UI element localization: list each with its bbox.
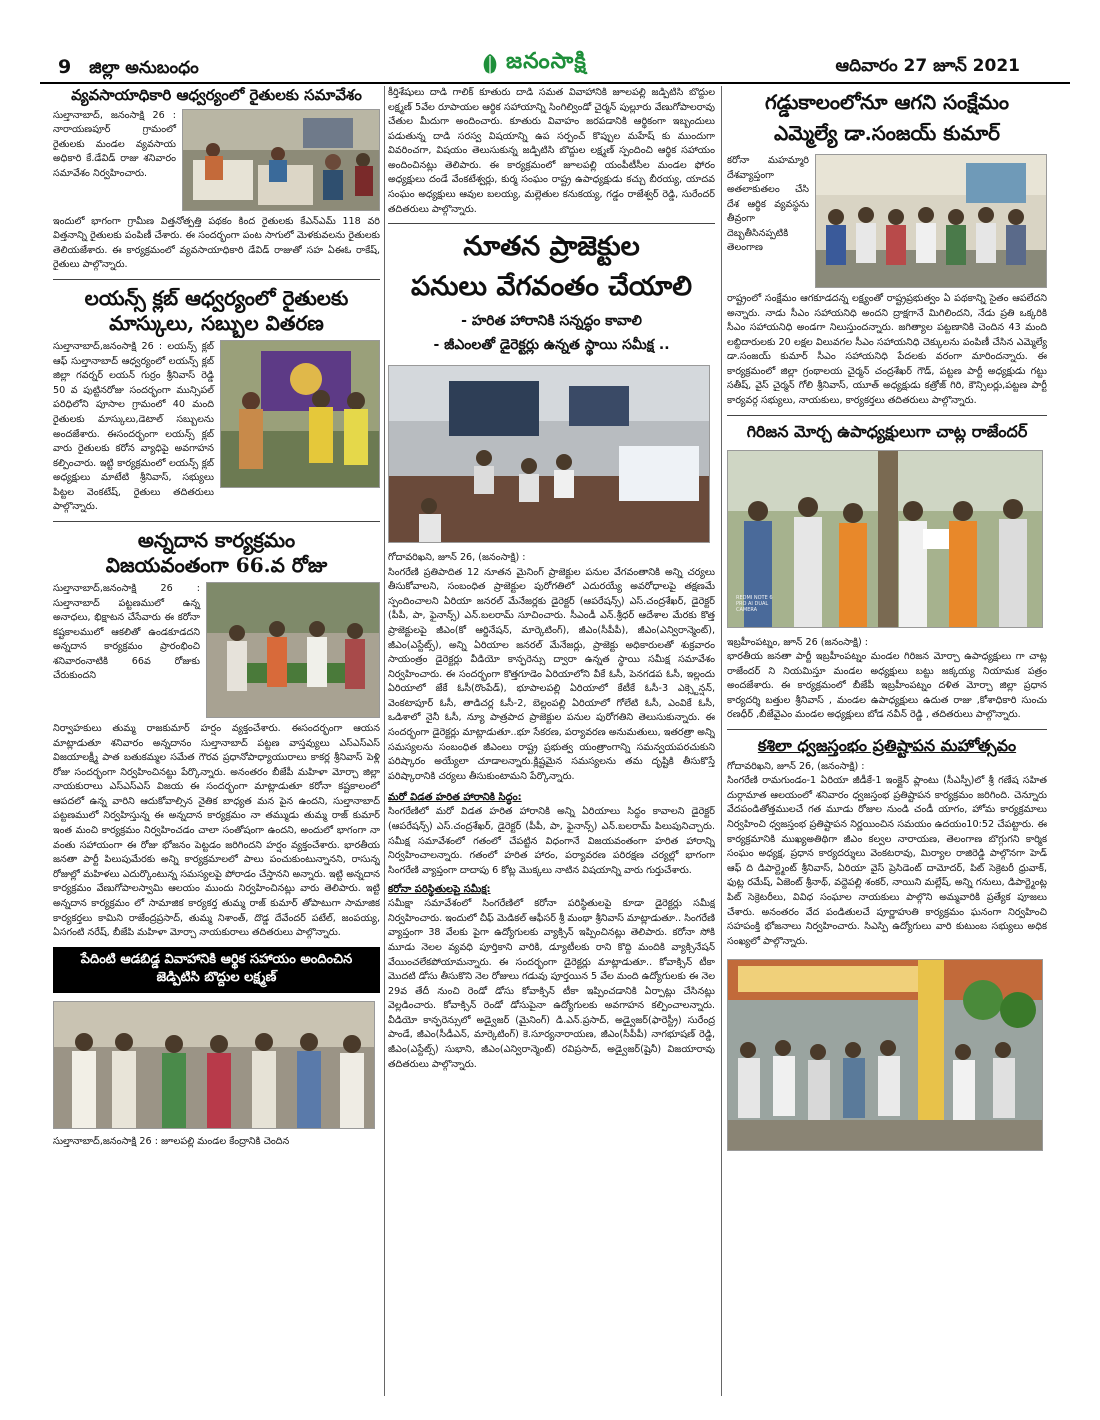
photo-illustration <box>728 960 1043 1151</box>
divider <box>727 729 1047 730</box>
article-body: ఇందులో భాగంగా గ్రామీణ విత్తనోత్పత్తి పథకం కింద రైతులకు కేఎన్ఎమ్ 118 వరి విత్తనాన్ని రైతులకు పంపిణీ చేశారు. ఈ సందర్భంగా పంట సాగులో మెళకువలను రైతులకు తెలియజేశారు. ఈ కార్యక్రమంలో వ్యవసాయాధికారి డేవిడ్ రాజుతో సహ ఏఈఓ రాకేష్, రైతులు పాల్గొన్నారు. <box>53 215 380 271</box>
video-conference-photo <box>388 365 710 543</box>
article-headline: గిరిజన మోర్చ ఉపాధ్యక్షులుగా చాట్ల రాజేందర్ <box>746 421 1028 441</box>
food-distribution-photo <box>206 582 380 718</box>
article-body: సింగరేణి రామగుండం-1 ఏరియా జీడీకే-1 ఇంక్లైన్ ప్లాంటు (సీఎస్పీ)లో శ్రీ గణేష సహిత దుర్గామాత ఆలయంలో శనివారం ధ్వజస్తంభ ప్రతిష్టాపన కార్యక్రమం జరిగింది. చెన్నూరు వేదపండితోత్తములచే గత మూడు రోజుల నుండి చండీ యాగం, హోమ కార్యక్రమాలు నిర్వహించి ధ్వజస్తంభ ప్రతిష్టాపన నిర్ణయించిన సమయం ఉదయం10:52 చేపట్టారు. ఈ కార్యక్రమానికి ముఖ్యఅతిథిగా జీఎం కల్వల నారాయణ, తెలంగాణ బొగ్గుగని కార్మిక సంఘం అధ్యక్ష, ప్రధాన కార్యదర్శులు వెంకటరావు, మిర్యాల రాజిరెడ్డి పాల్గొనగా హెడ్ ఆఫ్ ది డిపార్ట్మెంట్ శ్రీనివాస్, ఏరియా వైస్ ప్రెసిడెంట్ దామోదర్, పిట్ సెక్రెటరీ ధ్రువాక్, ఫుట్ల రమేష్, ఏజెంట్ శ్రీనాథ్, వద్దెపల్లి శంకర్, నాయిని మల్లేష్, అన్ని గనులు, డిపార్ట్మెంట్ల పిట్ సెక్రెటరీలు, వివిధ సంఘాల నాయకులు పాల్గొని అమ్మవారికి ప్రత్యేక పూజలు చేశారు. అనంతరం వేద పండితులచే పూర్ణాహుతి కార్యక్రమం ఘనంగా నిర్వహించి సహపంక్తి భోజనాలు నిర్వహించారు. సిఎస్పి ఉద్యోగులు వారి కుటుంబ సభ్యులు అధిక సంఖ్యలో పాల్గొన్నారు. <box>727 775 1047 947</box>
article-headline: లయన్స్ క్లబ్ ఆధ్వర్యంలో రైతులకు <box>84 286 349 311</box>
photo-illustration <box>816 155 1047 288</box>
article-body: నిర్వాహకులు తుమ్మ రాజకుమార్ హర్షం వ్యక్తంచేశారు. ఈసందర్భంగా ఆయన మాట్లాడుతూ శనివారం అన్నదానం సుల్తానాబాద్ పట్టణ వాస్తవ్యులు ఎస్ఎస్ఎస్ విజయాలక్ష్మీ పాత బతుకమ్మల సమేత గౌరవ ప్రధానోపాధ్యాయురాలు కాకర్ల శ్రీనివాస్ పెళ్లి రోజు సందర్భంగా నిర్వహించినట్టు పేర్కొన్నారు. అనంతరం బీజేపీ మహిళా మోర్చా జిల్లా నాయకురాలు ఎస్ఎస్ఎస్ విజయ ఈ సందర్భంగా మాట్లాడుతూ కరోనా కష్టకాలంలో ఆపదలో ఉన్న వారిని ఆదుకోవాల్సిన నైతిక బాధ్యత మన పైన ఉందని, సుల్తానాబాద్ పట్టణములో నిర్వహిస్తున్న ఈ అన్నదాన కార్యక్రమం నా తమ్ముడు తుమ్మ రాజ్ కుమార్ ఇంత మంచి కార్యక్రమం నిర్వహించడం చాలా సంతోషంగా ఉందని, అందులో భాగంగా నా వంతు సహాయంగా ఈ రోజు భోజనం పెట్టడం జరిగిందని హర్షం వ్యక్తంచేశారు. భారతీయ జనతా పార్టీ పిలుపుమేరకు అన్ని కార్యక్రమాలలో పాలు పంచుకుంటున్నానని, రాసున్న రోజుల్లో మహిళలు ఎదుర్కొంటున్న సమస్యలపై పోరాడం చేస్తానని అన్నారు. ఇట్టి అన్నదాన కార్యక్రమం వేణుగోపాలస్వామి ఆలయం ముందు నిర్వహించినట్లు వారు తెలిపారు. ఇట్టి అన్నదాన కార్యక్రమం లో సామాజిక కార్యకర్త తుమ్మ రాజ్ కుమార్ తోపాటుగా సామాజిక కార్యకర్తలు కామిని రాజేంద్రప్రసాద్, తుమ్మ నిశాంత్, దొడ్డ దేవేందర్ పటేల్, జంపయ్య, ఏసగంటి నరేష్, బీజేపి మహిళా మోర్చా నాయకురాలు తదితరులు పాల్గొన్నారు. <box>53 723 380 939</box>
main-subheadline: - హరిత హారానికి సన్నద్ధం కావాలి <box>461 312 642 329</box>
article-headline-band: పేదింటి ఆడబిడ్డ వివాహానికి ఆర్థిక సహాయం అందించిన జెడ్పిటిసి బొద్దుల లక్ష్మణ్ <box>53 947 380 993</box>
article-headline: కశిలా ధ్వజస్తంభం ప్రతిష్టాపన మహోత్సవం <box>757 735 1017 755</box>
photo-illustration <box>183 110 380 211</box>
article-dateline: సుల్తానాబాద్,జనంసాక్షి 26 : జూలపల్లి మండల కేంద్రానికి చెందిన <box>53 1135 290 1147</box>
photo-illustration <box>221 341 380 488</box>
photo-illustration <box>389 366 710 543</box>
column-divider <box>721 86 722 1396</box>
leaf-icon <box>480 52 500 76</box>
article-headline: వ్యవసాయాధికారి ఆధ్వర్యంలో రైతులకు సమావేశం <box>71 86 362 104</box>
article-body: రాష్ట్రంలో సంక్షేమం ఆగకూడదన్న లక్ష్యంతో రాష్ట్రప్రభుత్వం ఏ పథకాన్ని సైతం ఆపలేదని అన్నారు. నాడు సీఎం సహాయనిధి అందని ద్రాక్షగానే మిగిలిందని, నేడు ప్రతి ఒక్కరికి సీఎం సహాయనిధి అండగా నిలుస్తుందన్నారు. జగిత్యాల పట్టణానికి చెందిన 43 మంది లబ్దిదారులకు 20 లక్షల విలువగల సీఎం సహాయనిధి చెక్కులను పంపిణీ చేసిన ఎమ్మెల్యే డా.సంజయ్ కుమార్ సీఎం సహాయనిధి పేదలకు వరంగా మారిందన్నారు. ఈ కార్యక్రమంలో జిల్లా గ్రంథాలయ చైర్మన్ చంద్రశేఖర్ గౌడ్, పట్టణ పార్టీ అధ్యక్షుడు గట్టు సతీష్, వైస్ చైర్మన్ గోలి శ్రీనివాస్, యూత్ అధ్యక్షుడు కత్రోజ్ గిరి, కౌన్సిలర్లు,పట్టణ పార్టీ కార్యవర్గ సభ్యులు, నాయకులు, కార్యకర్తలు తదితరులు పాల్గొన్నారు. <box>727 293 1047 407</box>
divider <box>53 279 380 280</box>
article-body: సమీక్షా సమావేశంలో సింగరేణిలో కరోనా పరిస్థితులపై కూడా డైరెక్టర్లు సమీక్ష నిర్వహించారు. ఇందులో చీఫ్ మెడికల్ ఆఫీసర్ శ్రీ మంథా శ్రీనివాస్ మాట్లాడుతూ.. సింగరేణి వ్యాప్తంగా 38 వేలకు పైగా ఉద్యోగులకు వ్యాక్సిన్ ఇప్పించినట్లు తెలిపారు. కరోనా సోకి మూడు నెలల వ్యవధి పూర్తికాని వారికి, డ్యూటీలకు రాని కొద్ది మందికి వ్యాక్సినేషన్ వేయించలేకపోయామన్నారు. ఈ సందర్భంగా డైరెక్టర్లు మాట్లాడుతూ.. కోవాక్సిన్ టీకా మొదటి డోసు తీసుకొని నెల రోజులు గడువు పూర్తయిన 5 వేల మంది ఉద్యోగులకు ఈ నెల 29వ తేదీ నుంచి రెండో డోసు కోవాక్సిన్ టీకా ఇప్పించడానికి ఏర్పాట్లు చేసినట్లు వెల్లడించారు. కోవాక్సిన్ రెండో డోసుపైనా ఉద్యోగులకు అవగాహన కల్పించాలన్నారు. వీడియో కాన్ఫరెన్సులో అడ్వైజర్ (మైనింగ్) డి.ఎన్.ప్రసాద్, అడ్వైజర్(ఫారెస్ట్రీ) సురేంద్ర పాండే, జీఎం(సీడీఎన్, మార్కెటింగ్) కె.సూర్యనారాయణ, జీఎం(సీపీపీ) నాగభూషణ్ రెడ్డి, జీఎం(ఎస్టేట్స్) సుభాని, జీఎం(ఎన్విరాన్మెంట్) రవిప్రసాద్, అడ్వైజర్(షైనీ) విజయారావు తదితరులు పాల్గొన్నారు. <box>388 898 715 1070</box>
column-center <box>388 86 715 1398</box>
photo-illustration <box>54 1002 375 1129</box>
lions-club-photo <box>220 340 380 488</box>
masthead-rule <box>40 82 1070 84</box>
brand-name: జనంసాక్షి <box>506 49 587 74</box>
section-title: జిల్లా అనుబంధం <box>89 58 199 78</box>
main-headline: పనులు వేగవంతం చేయాలి <box>411 270 692 302</box>
issue-date: ఆదివారం 27 జూన్ 2021 <box>835 56 1020 76</box>
article-dateline: ఇబ్రహీంపట్నం, జూన్ 26 (జనంసాక్షి) : <box>727 636 868 648</box>
article-dateline: గోదావరిఖని, జూన్ 26, (జనంసాక్షి) : <box>388 552 526 564</box>
article-body: భారతీయ జనతా పార్టీ ఇబ్రహీంపట్నం మండల గిరిజన మోర్చా ఉపాధ్యక్షులు గా చాట్ల రాజేందర్ ని నియమిస్తూ మండల అధ్యక్షులు బట్టు జక్కయ్య నియామక పత్రం అందజేశారు. ఈ కార్యక్రమంలో బీజేపీ ఇబ్రహీంపట్నం దళిత మోర్చా జిల్లా ప్రధాన కార్యదర్శి బత్తుల శ్రీనివాస్ , మండల ఉపాధ్యక్షులు ఉదుత రాజు ,కోశాధికారి సుంచు రణధీర్ ,బీజేవైఎం మండల అధ్యక్షులు బోడ నవీన్ రెడ్డి , తదితరులు పాల్గొన్నారు. <box>727 651 1047 721</box>
masthead <box>40 46 1070 82</box>
section-subhead: కరోనా పరిస్థితులపై సమీక్ష: <box>388 884 491 896</box>
article-body: సుల్తానాబాద్,జనంసాక్షి 26 : సుల్తానాబాద్ పట్టణములో ఉన్న అనాధలు, భిక్షాటన చేసేవారు ఈ కరోనా కష్టకాలములో ఆకలితో ఉండకూడదని అన్నదాన కార్యక్రమం ప్రారంభించి శనివారంనాటికి 66వ రోజుకు చేరుకుందని <box>53 583 200 682</box>
article-dateline: గోదావరిఖని, జూన్ 26, (జనంసాక్షి) : <box>727 760 865 772</box>
column-right <box>727 86 1047 1398</box>
article-body: కీర్తిశేషులు దాడి గాలిక్ కూతురు దాడి సమత వివాహానికి జూలపల్లి జడ్పిటిసి బొద్దుల లక్ష్మణ్ 5వేల రూపాయల ఆర్థిక సహాయాన్ని సింగిల్విండో చైర్మన్ పుల్లూరు వేణుగోపాలరావు చేతుల మీదుగా అందించారు. కూతురు వివాహం జరపడానికి ఆర్థికంగా ఇబ్బందులు పడుతున్న దాడి సరస్వ విషయాన్ని ఉప సర్పంచ్ కొప్పుల మహేష్ కు ముందుగా వివరించగా, విషయం తెలుసుకున్న జడ్పిటిసి బొద్దుల లక్ష్మణ్ స్పందించి ఆర్థిక సహాయం అందించినట్లు తెలిపారు. ఈ కార్యక్రమంలో జూలపల్లి యంపీటీసీల మండల ఫోరం అధ్యక్షులు దండే వేంకటేశ్వర్లు, కుర్మ సంఘం రాష్ట్ర ఉపాధ్యక్షుడు కచ్చు బీరయ్య, యాదవ సంఘం అధ్యక్షులు ఆవుల బలయ్య, మల్లెతుల కనుకయ్య, గడ్డం రాజేశ్వర్ రెడ్డి, సురేందర్ తదితరులు పాల్గొన్నారు. <box>388 87 715 215</box>
article-dateline: సుల్తానాబాద్, జనంసాక్షి 26 : నారాయణపూర్ గ్రామంలో రైతులకు మండల వ్యవసాయ అధికారి కే.డేవిడ్ రాజు శనివారం సమావేశం నిర్వహించారు. <box>53 109 176 180</box>
photo-caption: REDMI NOTE 6 PRO AI DUAL CAMERA <box>736 594 773 613</box>
divider <box>727 415 1047 416</box>
temple-event-photo <box>727 959 1043 1151</box>
divider <box>53 521 380 522</box>
photo-illustration <box>207 583 380 718</box>
article-body: సింగరేణిలో మరో విడత హరిత హారానికి అన్ని ఏరియాలు సిద్ధం కావాలని డైరెక్టర్ (ఆపరేషన్స్) ఎస్.చంద్రశేఖర్, డైరెక్టర్ (పీపీ, పా, ఫైనాన్స్) ఎన్.బలరామ్ పిలుపునిచ్చారు. సమీక్ష సమావేశంలో గతంలో చేపట్టిన విధంగానే విజయవంతంగా హరిత హారాన్ని నిర్వహించాలన్నారు. గతంలో హరిత హారం, పర్యావరణ పరిరక్షణ చర్యల్లో భాగంగా సింగరేణి వ్యాప్తంగా దాదాపు 6 కోట్ల మొక్కలు నాటిన విషయాన్ని వారు గుర్తుచేశారు. <box>388 806 715 876</box>
article-body: సుల్తానాబాద్,జనంసాక్షి 26 : లయన్స్ క్లబ్ ఆఫ్ సుల్తానాబాద్ ఆధ్వర్యంలో లయన్స్ క్లబ్ జిల్లా గవర్నర్ లయన్ గుర్రం శ్రీనివాస్ రెడ్డి 50 వ పుట్టినరోజు సందర్భంగా మున్సిపల్ పరిధిలోని పూసాల గ్రామంలో 40 మంది రైతులకు మాస్కులు,డెటాల్ సబ్బులను అందజేశారు. ఈసందర్భంగా లయన్స్ క్లబ్ వారు రైతులకు కరోన వ్యాధిపై అవగాహన కల్పించారు. ఇట్టి కార్యక్రమంలో లయన్స్ క్లబ్ అధ్యక్షులు మాటేటి శ్రీనివాస్, సభ్యులు పిట్టల వెంకటేష్, రైతులు తదితరులు పాల్గొన్నారు. <box>53 341 214 513</box>
article-body: సింగరేణి ప్రతిపాదిత 12 నూతన మైనింగ్ ప్రాజెక్టుల పనుల వేగవంతానికి అన్ని చర్యలు తీసుకోవాలని, సంబంధిత ప్రాజెక్టుల పురోగతిలో ఎదురయ్యే అవరోధాలపై తక్షణమే స్పందించాలని ఏరియా జనరల్ మేనేజర్లకు డైరెక్టర్ (ఆపరేషన్స్) ఎస్.చంద్రశేఖర్, డైరెక్టర్ (పీపీ, పా, ఫైనాన్స్) ఎన్.బలరామ్ సూచించారు. సీఎండీ ఎన్.శ్రీధర్ ఆదేశాల మేరకు కొత్త ప్రాజెక్టులపై జీఎం(కో ఆర్డినేషన్, మార్కెటింగ్), జీఎం(సీపీపీ), జీఎం(ఎన్విరాన్మెంట్), జీఎం(ఎస్టేట్స్), అన్ని ఏరియాల జనరల్ మేనేజర్లు, ప్రాజెక్టు అధికారులతో శుక్రవారం సాయంత్రం డైరెక్టర్లు వీడియో కాన్ఫరెన్సు ద్వారా ఉన్నత స్థాయి సమీక్ష సమావేశం నిర్వహించారు. ఈ సందర్భంగా కొత్తగూడెం ఏరియాలోని వీకే ఓసీ, పెనగడప ఓసీ, ఇల్లందు ఏరియాలో జేకే ఓసీ(రొంపేడ్), భూపాలపల్లి ఏరియాలో కేటీకే ఓసీ-3 ఎక్స్టెన్షన్, వెంకటాపూర్ ఓసీ, తాడిచర్ల ఓసీ-2, బెల్లంపల్లి ఏరియాలో గోలేటి ఓసీ, ఎంవికే ఓసీ, ఒడిశాలో నైనీ ఓసీ, న్యూ పాత్రపాద ప్రాజెక్టుల పనుల పురోగతిని తెలుసుకున్నారు. ఈ సందర్భంగా డైరెక్టర్లు మాట్లాడుతూ..భూ సేకరణ, పర్యావరణ అనుమతులు, ఇతరత్రా అన్ని సమస్యలను సంబంధిత జీఎంలు రాష్ట్ర ప్రభుత్వ యంత్రాంగాన్ని సమన్వయపరచుకుని పరిష్కారం అయ్యేలా చూడాలన్నారు.క్లిష్టమైన సమస్యలను తమ దృష్టికి తీసుకొస్తే పరిష్కారానికి చర్యలు తీసుకుంటామని పేర్కొన్నారు. <box>388 566 715 782</box>
main-subheadline: - జీఎంలతో డైరెక్టర్లు ఉన్నత స్థాయి సమీక్ష .. <box>433 336 670 353</box>
page-number: 9 <box>58 56 72 78</box>
article-headline: మాస్కులు, సబ్బుల వితరణ <box>109 311 324 336</box>
appointment-photo <box>727 450 1043 628</box>
main-headline: నూతన ప్రాజెక్టుల <box>463 231 640 263</box>
article-body: కరోనా మహమ్మారి దేశవ్యాప్తంగా అతలాకుతలం చేసి దేశ ఆర్థిక వ్యవస్థను తీవ్రంగా దెబ్బతీసినప్పటికి తెలంగాణ <box>727 155 809 254</box>
marriage-aid-photo <box>53 1001 375 1129</box>
article-headline: ఎమ్మెల్యే డా.సంజయ్ కుమార్ <box>773 121 1001 145</box>
article-headline: అన్నదాన కార్యక్రమం <box>137 528 296 552</box>
section-subhead: మరో విడత హరిత హారానికి సిద్ధం: <box>388 792 522 804</box>
article-headline: గడ్డుకాలంలోనూ ఆగని సంక్షేమం <box>764 90 1010 114</box>
divider <box>388 223 715 224</box>
article-headline: విజయవంతంగా 66.వ రోజు <box>105 553 328 577</box>
farmers-meeting-photo <box>182 109 380 211</box>
brand-logo <box>480 50 685 78</box>
column-divider <box>384 86 385 1396</box>
masthead-left <box>58 56 199 82</box>
cm-relief-cheque-photo <box>815 154 1047 288</box>
column-left <box>53 86 380 1398</box>
